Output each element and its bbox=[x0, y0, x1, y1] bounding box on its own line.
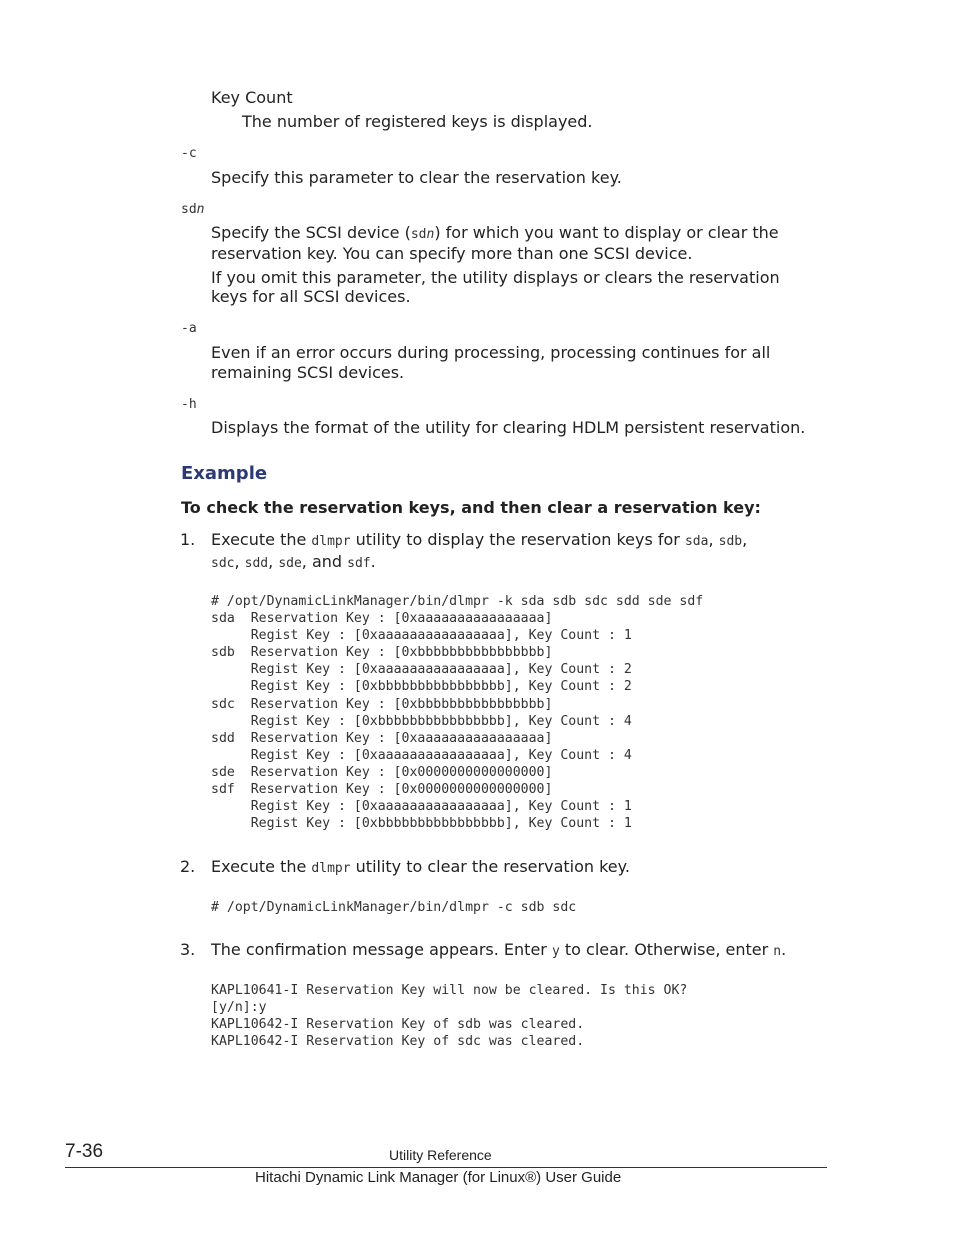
param-sdn-desc-code-prefix: sd bbox=[410, 227, 427, 242]
param-sdn-prefix: sd bbox=[181, 202, 197, 217]
param-a-flag: -a bbox=[181, 321, 197, 336]
step-1-text-line1 bbox=[211, 530, 747, 549]
param-sdn-name bbox=[181, 202, 204, 217]
param-sdn-desc-code bbox=[411, 227, 434, 242]
step-2-text bbox=[211, 857, 630, 876]
footer-page-number: 7-36 bbox=[65, 1141, 104, 1162]
step-1-text-d: , bbox=[742, 530, 748, 549]
step-3-text-b: to clear. Otherwise, enter bbox=[559, 940, 774, 959]
step-3-text-c: . bbox=[781, 940, 787, 959]
param-sdn-suffix: n bbox=[196, 202, 205, 217]
step-1-code-dlmpr: dlmpr bbox=[311, 534, 351, 549]
step-1-code-sdc: sdc bbox=[211, 556, 235, 571]
step-1-text-g: , and bbox=[301, 552, 348, 571]
step-1-code-sde: sde bbox=[278, 556, 302, 571]
param-a-desc-line2: remaining SCSI devices. bbox=[211, 363, 405, 382]
step-1-text-a: Execute the bbox=[211, 530, 312, 549]
param-c-desc: Specify this parameter to clear the reservation key. bbox=[211, 168, 622, 187]
param-sdn-desc-text-a: Specify the SCSI device ( bbox=[211, 223, 411, 242]
step-2-number: 2. bbox=[180, 857, 196, 876]
step-1-number: 1. bbox=[180, 530, 196, 549]
footer-book-title: Hitachi Dynamic Link Manager (for Linux®) User Guide bbox=[255, 1169, 622, 1186]
param-a-desc-line1: Even if an error occurs during processing, processing continues for all bbox=[211, 343, 771, 362]
param-h-desc: Displays the format of the utility for clearing HDLM persistent reservation. bbox=[211, 418, 806, 437]
footer-section-title: Utility Reference bbox=[389, 1147, 492, 1163]
step-3-text-a: The confirmation message appears. Enter bbox=[211, 940, 552, 959]
step-2-code-dlmpr: dlmpr bbox=[311, 861, 351, 876]
param-key-count-desc: The number of registered keys is displayed. bbox=[242, 112, 593, 131]
footer-divider bbox=[65, 1167, 827, 1168]
step-2-text-b: utility to clear the reservation key. bbox=[350, 857, 630, 876]
step-1-text-b: utility to display the reservation keys for bbox=[350, 530, 685, 549]
step-1-code-block: # /opt/DynamicLinkManager/bin/dlmpr -k sda sdb sdc sdd sde sdf sda Reservation Key : [0xaaaaaaaaaaaaaaaa] Regist Key : [0xaaaaaaaaaaaaaaaa], Key Count : 1 sdb Reservation Key : [0xbbbbbbbbbbbbbbbb] Regist Key : [0xaaaaaaaaaaaaaaaa], Key Count : 2 Regist Key : [0xbbbbbbbbbbbbbbbb], Key Count : 2 sdc Reservation Key : [0xbbbbbbbbbbbbbbbb] Regist Key : [0xbbbbbbbbbbbbbbbb], Key Count : 4 sdd Reservation Key : [0xaaaaaaaaaaaaaaaa] Regist Key : [0xaaaaaaaaaaaaaaaa], Key Count : 4 sde Reservation Key : [0x0000000000000000] sdf Reservation Key : [0x0000000000000000] Regist Key : [0xaaaaaaaaaaaaaaaa], Key Count : 1 Regist Key : [0xbbbbbbbbbbbbbbbb], Key Count : 1 bbox=[211, 594, 704, 832]
param-sdn-desc-code-suffix: n bbox=[426, 227, 435, 242]
param-key-count-label: Key Count bbox=[211, 88, 293, 107]
step-2-text-a: Execute the bbox=[211, 857, 312, 876]
param-sdn-desc-line1 bbox=[211, 223, 779, 242]
example-heading: Example bbox=[181, 463, 268, 484]
step-1-text-e: , bbox=[234, 552, 245, 571]
param-sdn-desc2-line1: If you omit this parameter, the utility displays or clears the reservation bbox=[211, 268, 780, 287]
step-1-text-f: , bbox=[268, 552, 279, 571]
step-1-text-c: , bbox=[708, 530, 719, 549]
param-sdn-desc-line2: reservation key. You can specify more than one SCSI device. bbox=[211, 244, 693, 263]
step-3-code-y: y bbox=[551, 944, 560, 959]
param-sdn-desc2-line2: keys for all SCSI devices. bbox=[211, 287, 411, 306]
step-3-code-n: n bbox=[773, 944, 782, 959]
example-subheading: To check the reservation keys, and then clear a reservation key: bbox=[181, 498, 761, 517]
step-3-text bbox=[211, 940, 786, 959]
step-3-number: 3. bbox=[180, 940, 196, 959]
param-sdn-desc-text-b: ) for which you want to display or clear the bbox=[434, 223, 779, 242]
step-1-code-sdb: sdb bbox=[718, 534, 743, 549]
step-1-code-sdf: sdf bbox=[347, 556, 371, 571]
step-1-code-sdd: sdd bbox=[244, 556, 269, 571]
param-c-flag: -c bbox=[181, 146, 197, 161]
param-h-flag: -h bbox=[181, 397, 197, 412]
step-1-text-line2 bbox=[211, 552, 376, 571]
step-2-code-block: # /opt/DynamicLinkManager/bin/dlmpr -c sdb sdc bbox=[211, 900, 577, 915]
step-1-text-h: . bbox=[370, 552, 376, 571]
step-1-code-sda: sda bbox=[684, 534, 709, 549]
step-3-code-block: KAPL10641-I Reservation Key will now be cleared. Is this OK? [y/n]:y KAPL10642-I Reservation Key of sdb was cleared. KAPL10642-I Reservation Key of sdc was cleared. bbox=[211, 983, 688, 1050]
